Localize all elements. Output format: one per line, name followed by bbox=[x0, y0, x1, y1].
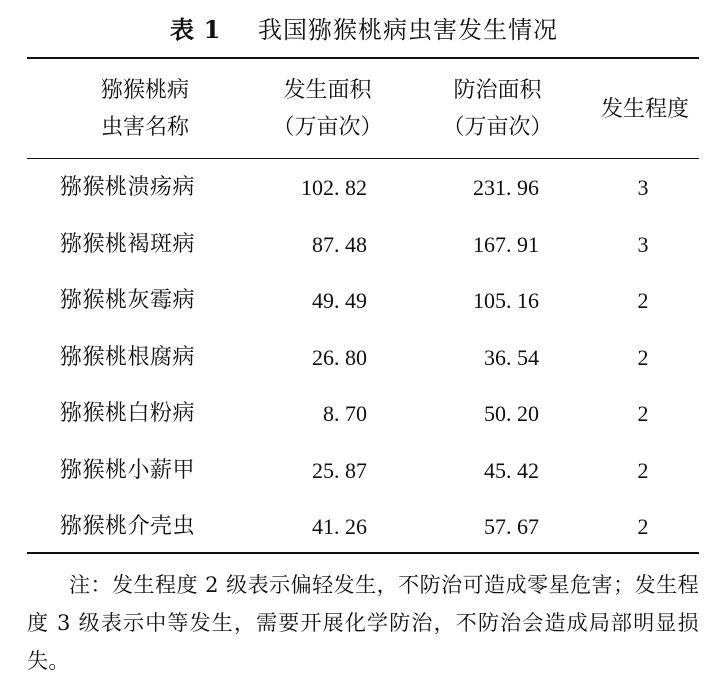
header-control-area-line1: 防治面积 bbox=[453, 78, 542, 103]
cell-control-area: 105. 16 bbox=[473, 288, 539, 313]
cell-control-area: 36. 54 bbox=[484, 345, 539, 370]
cell-severity: 2 bbox=[637, 288, 649, 313]
cell-severity: 2 bbox=[637, 514, 649, 539]
header-occurrence-area bbox=[245, 72, 410, 146]
cell-occurrence-area: 8. 70 bbox=[323, 401, 367, 426]
cell-occurrence-area: 102. 82 bbox=[301, 175, 367, 200]
cell-control-area: 231. 96 bbox=[473, 175, 539, 200]
table-note: 注：发生程度 2 级表示偏轻发生，不防治可造成零星危害；发生程度 3 级表示中等发生，需要开展化学防治，不防治会造成局部明显损失。 bbox=[27, 573, 699, 673]
caption-label: 表 bbox=[170, 15, 195, 44]
table-caption bbox=[0, 12, 728, 48]
cell-control-area: 57. 67 bbox=[484, 514, 539, 539]
table-row bbox=[0, 338, 728, 378]
cell-severity: 2 bbox=[637, 401, 649, 426]
cell-pest-name: 猕猴桃褐斑病 bbox=[60, 232, 196, 257]
cell-control-area: 50. 20 bbox=[484, 401, 539, 426]
cell-occurrence-area: 26. 80 bbox=[312, 345, 367, 370]
table-row bbox=[0, 507, 728, 547]
header-pest-name-line2: 虫害名称 bbox=[100, 115, 189, 140]
cell-pest-name: 猕猴桃白粉病 bbox=[60, 401, 196, 426]
table-header-rule bbox=[27, 158, 699, 159]
cell-severity: 2 bbox=[637, 345, 649, 370]
cell-occurrence-area: 41. 26 bbox=[312, 514, 367, 539]
cell-pest-name: 猕猴桃小薪甲 bbox=[60, 458, 196, 483]
table-bottom-rule bbox=[27, 552, 699, 554]
header-control-area-line2: （万亩次） bbox=[442, 115, 553, 140]
header-severity-line1: 发生程度 bbox=[600, 96, 689, 122]
cell-severity: 3 bbox=[637, 175, 649, 200]
cell-control-area: 45. 42 bbox=[484, 458, 539, 483]
header-pest-name bbox=[60, 72, 230, 146]
cell-control-area: 167. 91 bbox=[473, 232, 539, 257]
header-control-area bbox=[415, 72, 580, 146]
header-occurrence-area-line2: （万亩次） bbox=[272, 115, 383, 140]
caption-title: 我国猕猴桃病虫害发生情况 bbox=[257, 16, 558, 44]
header-occurrence-area-line1: 发生面积 bbox=[283, 78, 372, 103]
caption-number: 1 bbox=[203, 15, 222, 44]
cell-pest-name: 猕猴桃溃疡病 bbox=[60, 175, 196, 200]
table-row bbox=[0, 451, 728, 491]
cell-severity: 3 bbox=[637, 232, 649, 257]
cell-pest-name: 猕猴桃灰霉病 bbox=[60, 288, 196, 313]
table-row bbox=[0, 168, 728, 208]
cell-pest-name: 猕猴桃介壳虫 bbox=[60, 514, 196, 539]
cell-occurrence-area: 87. 48 bbox=[312, 232, 367, 257]
header-pest-name-line1: 猕猴桃病 bbox=[100, 78, 189, 103]
cell-severity: 2 bbox=[637, 458, 649, 483]
table-row bbox=[0, 281, 728, 321]
cell-occurrence-area: 49. 49 bbox=[312, 288, 367, 313]
table-row bbox=[0, 225, 728, 265]
header-severity bbox=[585, 72, 705, 146]
table-top-rule bbox=[27, 57, 699, 59]
cell-occurrence-area: 25. 87 bbox=[312, 458, 367, 483]
table-row bbox=[0, 394, 728, 434]
cell-pest-name: 猕猴桃根腐病 bbox=[60, 345, 196, 370]
